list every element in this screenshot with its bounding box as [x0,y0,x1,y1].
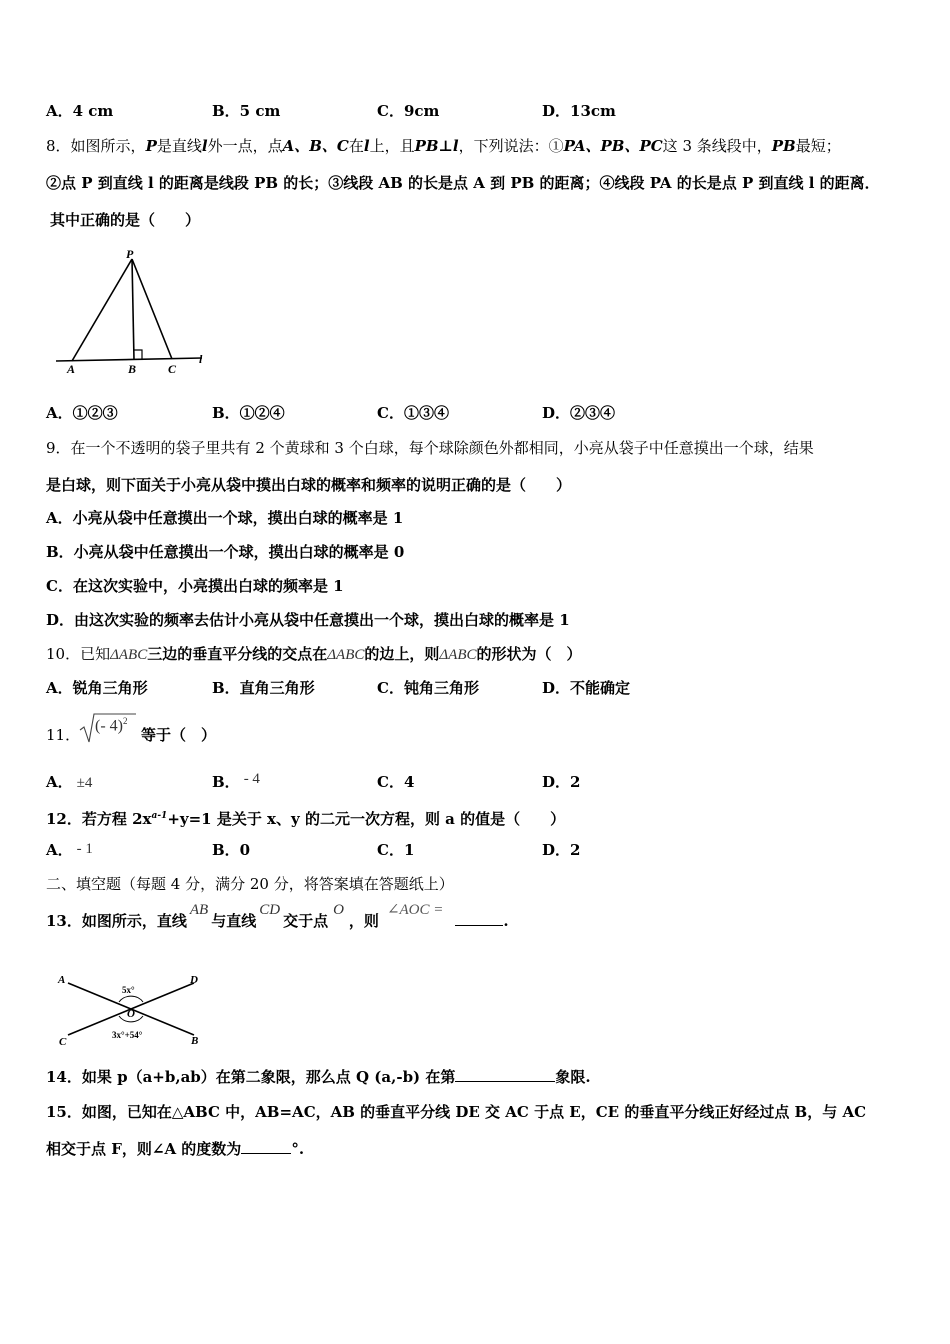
q9-line2: 是白球，则下面关于小亮从袋中摸出白球的概率和频率的说明正确的是（ ） [46,476,572,494]
q13-label-o: O [127,1008,135,1020]
q13-angle-top: 5x° [122,985,135,995]
q8-line1: 8．如图所示，P是直线l外一点，点A、B、C在l上，且PB⊥l，下列说法：①PA、PB、PC这 3 条线段中，PB最短； [46,137,841,155]
q11-number: 11． [46,726,81,744]
q12-stem: 12．若方程 $2x^{a-1}+y=1$ 是关于 x、y 的二元一次方程，则 a 的值是（ ） [46,810,566,828]
q10-option-a: A．锐角三角形 [46,679,148,697]
q8-label-c: C [168,362,177,376]
q13-label-b: B [191,1035,199,1047]
q7-option-c: C．9cm [377,102,440,120]
q8-line3: 其中正确的是（ ） [50,211,201,229]
q9-line1: 9．在一个不透明的袋子里共有 2 个黄球和 3 个白球，每个球除颜色外都相同，小亮从袋子中任意摸出一个球，结果 [46,439,814,457]
q13-label-d: D [190,974,198,986]
q8-option-a: A．①②③ [46,404,118,422]
q10-option-c: C．钝角三角形 [377,679,479,697]
q7-option-b: B．5 cm [212,102,281,120]
q9-option-d: D．由这次实验的频率去估计小亮从袋中任意摸出一个球，摸出白球的概率是 1 [46,611,570,629]
q8-option-d: D．②③④ [542,404,616,422]
q8-figure [50,245,220,380]
q15-answer-blank [241,1139,291,1154]
q14-stem: 14．如果 p（a+b,ab）在第二象限，那么点 Q (a,-b) 在第 象限. [46,1068,591,1086]
q7-option-a: A．4 cm [46,102,114,120]
q8-label-a: A [67,362,76,376]
q8-label-p: P [126,247,134,261]
q14-answer-blank [455,1067,555,1082]
q13-label-c: C [59,1036,67,1047]
q10-option-d: D．不能确定 [542,679,631,697]
q11-option-a: A． ±4 [46,773,93,791]
q8-label-b: B [128,362,137,376]
q11-option-c: C．4 [377,773,415,791]
q8-line2: ②点 P 到直线 l 的距离是线段 PB 的长；③线段 AB 的长是点 A 到 PB 的距离；④线段 PA 的长是点 P 到直线 l 的距离． [46,174,880,192]
q11-radicand: (- 4)$^2$ [95,716,128,735]
q10-option-b: B．直角三角形 [212,679,315,697]
q15-line1: 15．如图，已知在△ABC 中，AB=AC，AB 的垂直平分线 DE 交 AC 于点 E，CE 的垂直平分线正好经过点 B，与 AC [46,1103,867,1121]
q9-option-b: B．小亮从袋中任意摸出一个球，摸出白球的概率是 0 [46,543,405,561]
q10-stem: 10．已知ΔABC三边的垂直平分线的交点在ΔABC的边上，则ΔABC的形状为（ ） [46,645,582,663]
q13-stem: 13．如图所示，直线AB与直线CD交于点O，则∠AOC =. [46,902,509,930]
q11-equals-text: 等于（ ） [141,726,217,744]
q9-option-c: C．在这次实验中，小亮摸出白球的频率是 1 [46,577,344,595]
q12-option-b: B．0 [212,841,251,859]
section2-title: 二、填空题（每题 4 分，满分 20 分，将答案填在答题纸上） [46,875,454,893]
q12-option-a: A． - 1 [46,841,93,859]
q11-option-b: B． - 4 [212,771,260,791]
q7-option-d: D．13cm [542,102,616,120]
q8-option-b: B．①②④ [212,404,285,422]
q12-option-c: C．1 [377,841,415,859]
q15-line2: 相交于点 F，则∠A 的度数为 °. [46,1140,305,1158]
q8-option-c: C．①③④ [377,404,449,422]
q13-angle-bottom: 3x°+54° [112,1030,143,1040]
q11-option-d: D．2 [542,773,581,791]
q13-answer-blank [455,911,503,926]
q9-option-a: A．小亮从袋中任意摸出一个球，摸出白球的概率是 1 [46,509,404,527]
q8-label-l: l [199,352,203,366]
q12-option-d: D．2 [542,841,581,859]
q13-figure [56,965,206,1047]
q13-label-a: A [58,974,66,986]
